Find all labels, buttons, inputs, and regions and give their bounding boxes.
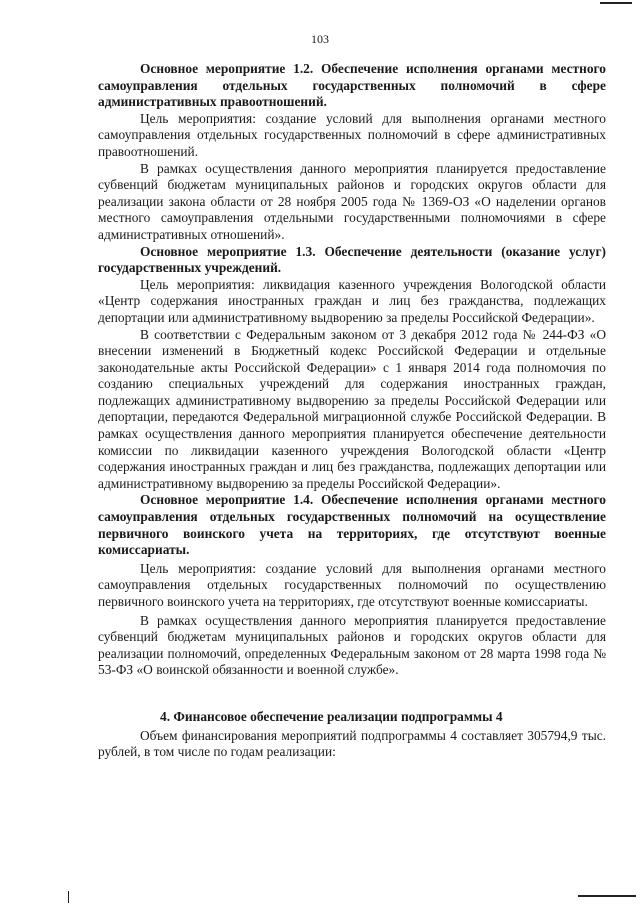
paragraph-goal-1-4: Цель мероприятия: создание условий для выполнения органами местного самоуправления отдельных государственных полномочий по осуществлению первичного воинского учета на территориях, где отсутствуют военные комиссариаты.: [98, 560, 606, 609]
paragraph-subventions-1-4: В рамках осуществления данного мероприятия планируется предоставление субвенций бюджетам муниципальных районов и городских округов области для реализации полномочий, определенных Федеральным законом от 28 марта 1998 года № 53-ФЗ «О воинской обязанности и военной службе».: [98, 612, 606, 678]
section-heading-financing: 4. Финансовое обеспечение реализации подпрограммы 4: [160, 708, 503, 724]
paragraph-goal-1-2: Цель мероприятия: создание условий для выполнения органами местного самоуправления отдельных государственных полномочий в сфере административных правоотношений.: [98, 110, 606, 159]
heading-measure-1-2: Основное мероприятие 1.2. Обеспечение исполнения органами местного самоуправления отдельных государственных полномочий в сфере административных правоотношений.: [98, 61, 606, 110]
document-body: [98, 61, 606, 761]
heading-measure-1-3: Основное мероприятие 1.3. Обеспечение деятельности (оказание услуг) государственных учреждений.: [98, 243, 606, 276]
scan-artifact-top-right: [600, 2, 632, 4]
scan-artifact-bottom-right: [578, 895, 636, 897]
scan-artifact-bottom-left: [68, 891, 69, 903]
page-number: 103: [311, 32, 329, 46]
paragraph-federal-law-1-3: В соответствии с Федеральным законом от 3 декабря 2012 года № 244-ФЗ «О внесении изменений в Бюджетный кодекс Российской Федерации и отдельные законодательные акты Российской Федерации» с 1 января 2014 года полномочия по созданию специальных учреждений для содержания иностранных граждан, подлежащих административному выдворению за пределы Российской Федерации или депортации, передаются Федеральной миграционной службе Российской Федерации. В рамках осуществления данного мероприятия планируется обеспечение деятельности комиссии по ликвидации казенного учреждения Вологодской области «Центр содержания иностранных граждан и лиц без гражданства, подлежащих депортации или административному выдворению за пределы Российской Федерации».: [98, 326, 606, 491]
paragraph-subventions-1-2: В рамках осуществления данного мероприятия планируется предоставление субвенций бюджетам муниципальных районов и городских округов области для реализации закона области от 28 ноября 2005 года № 1369-ОЗ «О наделении органов местного самоуправления отдельными государственными полномочиями в сфере административных отношений».: [98, 160, 606, 242]
paragraph-financing-volume: Объем финансирования мероприятий подпрограммы 4 составляет 305794,9 тыс. рублей, в том числе по годам реализации:: [98, 727, 606, 760]
paragraph-goal-1-3: Цель мероприятия: ликвидация казенного учреждения Вологодской области «Центр содержания иностранных граждан и лиц без гражданства, подлежащих депортации или административному выдворению за пределы Российской Федерации».: [98, 276, 606, 325]
heading-measure-1-4: Основное мероприятие 1.4. Обеспечение исполнения органами местного самоуправления отдельных государственных полномочий на осуществление первичного воинского учета на территориях, где отсутствуют военные комиссариаты.: [98, 492, 606, 558]
